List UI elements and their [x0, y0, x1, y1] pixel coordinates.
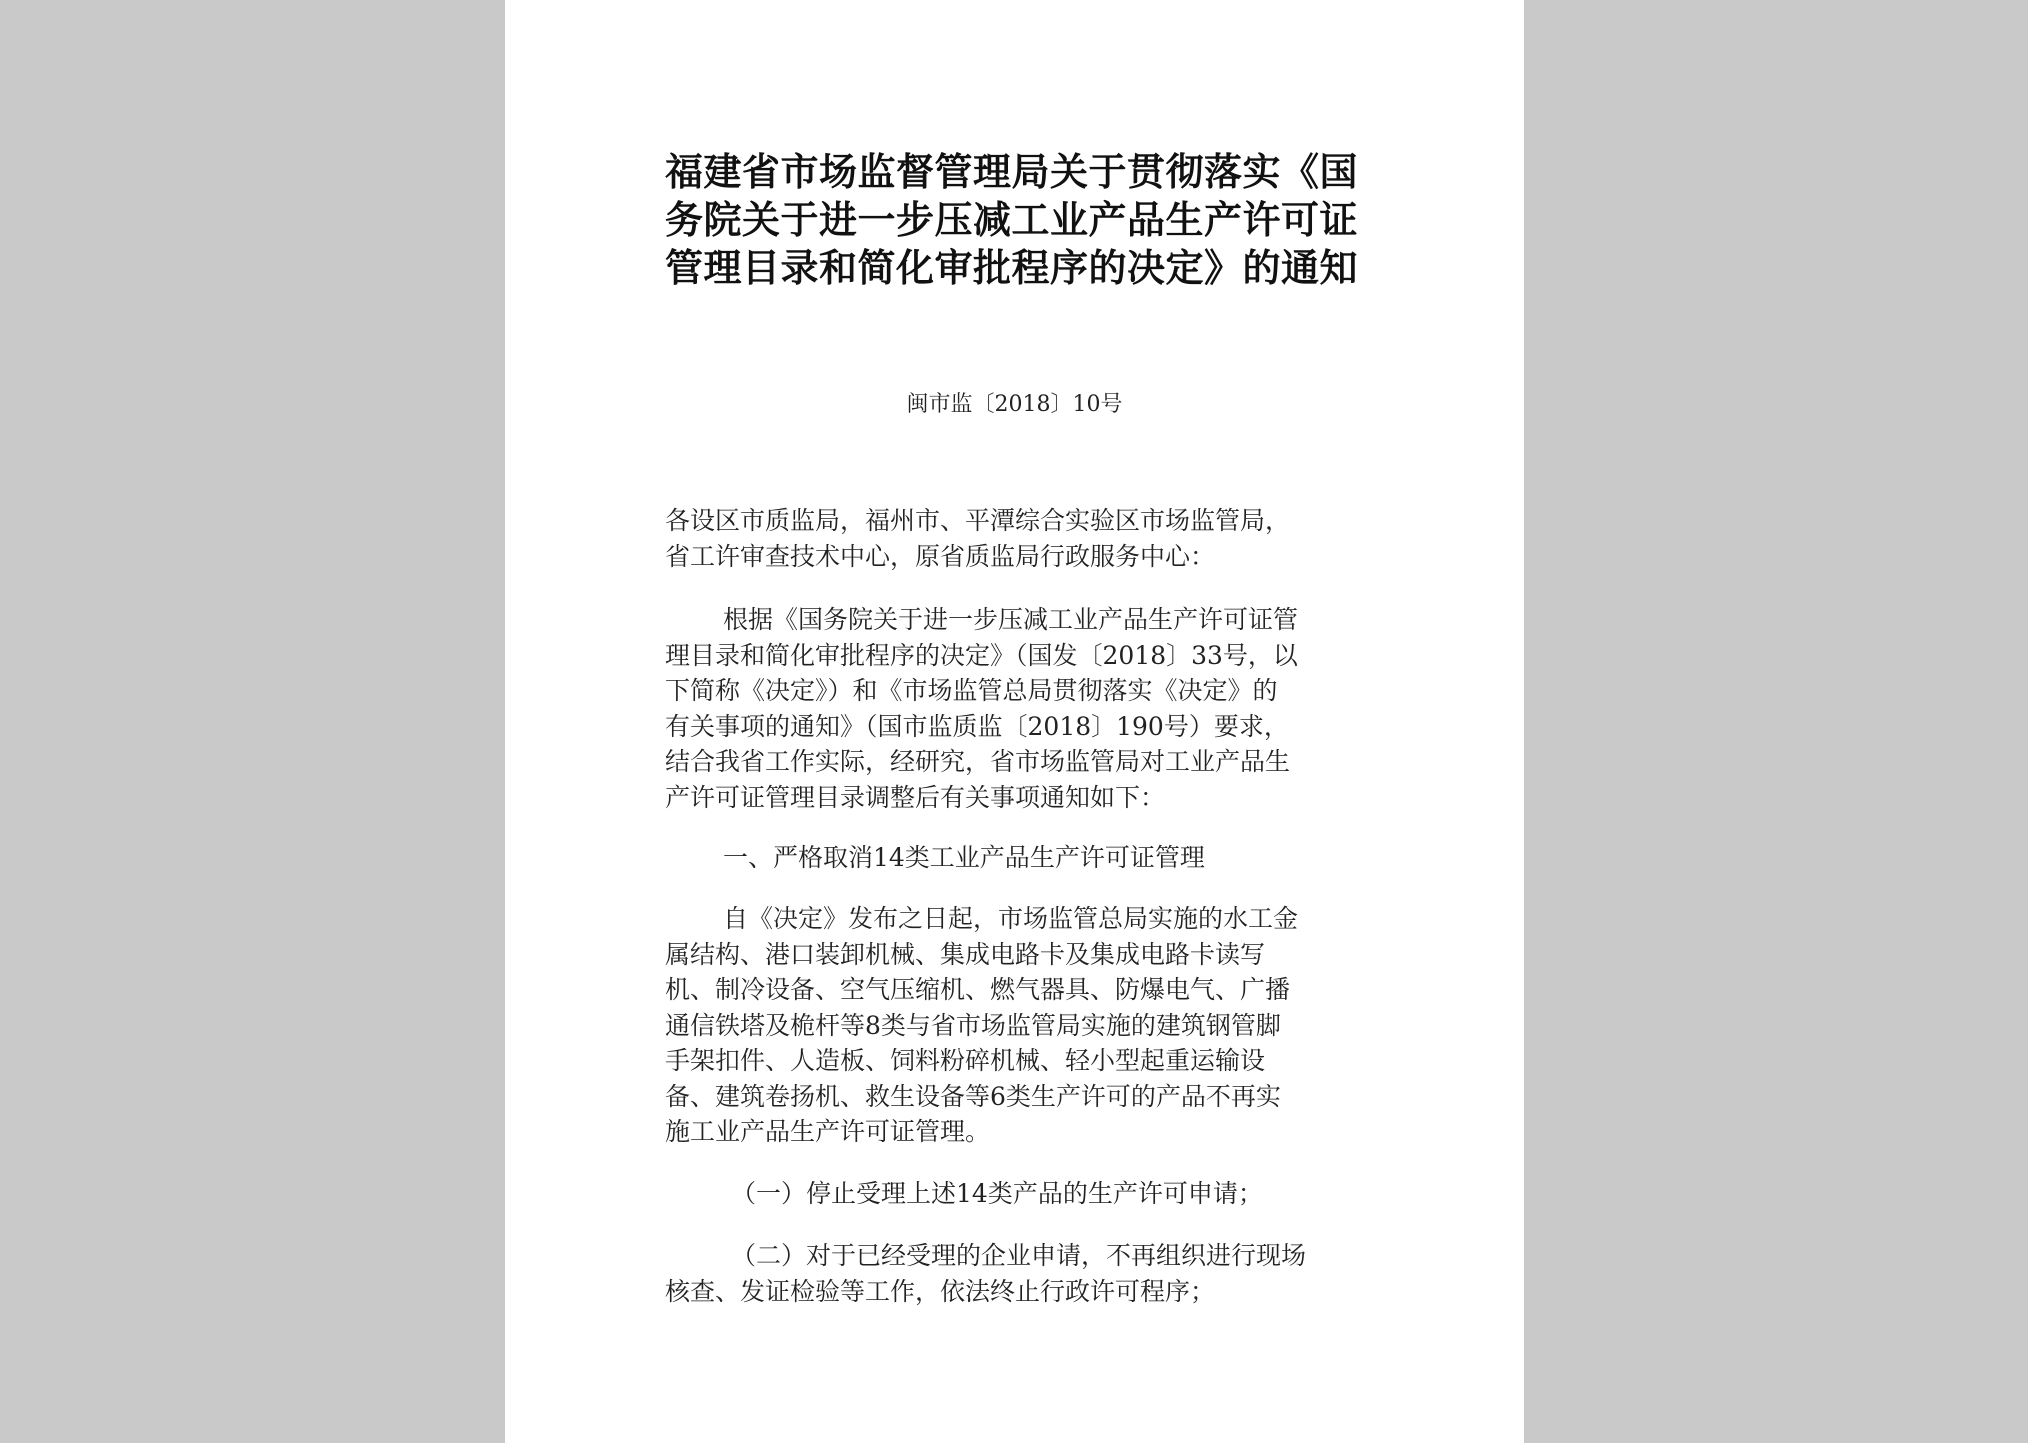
text-line: 自《决定》发布之日起，市场监管总局实施的水工金 [723, 904, 1299, 933]
text-line: 各设区市质监局，福州市、平潭综合实验区市场监管局， [665, 506, 1291, 535]
text-line: 理目录和简化审批程序的决定》（国发〔2018〕33号，以 [665, 640, 1298, 670]
document-number: 闽市监〔2018〕10号 [906, 392, 1123, 417]
text-line: 属结构、港口装卸机械、集成电路卡及集成电路卡读写 [665, 939, 1266, 969]
title-line: 管理目录和简化审批程序的决定》的通知 [665, 246, 1359, 290]
title-line: 务院关于进一步压减工业产品生产许可证 [665, 198, 1359, 242]
document-title [665, 148, 1365, 292]
text-line: 一、严格取消14类工业产品生产许可证管理 [723, 843, 1205, 872]
addressee [665, 503, 1365, 574]
text-line: 结合我省工作实际，经研究，省市场监管局对工业产品生 [665, 747, 1291, 776]
item-1 [665, 1176, 1365, 1212]
item-2 [665, 1238, 1365, 1309]
text-line: 下简称《决定》）和《市场监管总局贯彻落实《决定》的 [665, 676, 1278, 705]
text-line: 核查、发证检验等工作，依法终止行政许可程序； [665, 1276, 1216, 1306]
text-line: 通信铁塔及桅杆等8类与省市场监管局实施的建筑钢管脚 [665, 1010, 1281, 1040]
section-1-paragraph [665, 901, 1365, 1150]
text-line: 有关事项的通知》（国市监质监〔2018〕190号）要求， [665, 711, 1289, 741]
text-line: 根据《国务院关于进一步压减工业产品生产许可证管 [723, 605, 1299, 634]
intro-paragraph [665, 602, 1365, 815]
text-line: 手架扣件、人造板、饲料粉碎机械、轻小型起重运输设 [665, 1046, 1266, 1075]
title-line: 福建省市场监督管理局关于贯彻落实《国 [665, 150, 1359, 194]
text-line: 省工许审查技术中心，原省质监局行政服务中心： [665, 541, 1216, 571]
text-line: （二）对于已经受理的企业申请，不再组织进行现场 [731, 1241, 1307, 1270]
text-line: 机、制冷设备、空气压缩机、燃气器具、防爆电气、广播 [665, 975, 1291, 1004]
text-line: 施工业产品生产许可证管理。 [665, 1117, 991, 1146]
document-page [505, 0, 1524, 1443]
text-line: 产许可证管理目录调整后有关事项通知如下： [665, 782, 1166, 812]
section-1-heading [665, 840, 1365, 876]
text-line: （一）停止受理上述14类产品的生产许可申请； [731, 1179, 1263, 1208]
text-line: 备、建筑卷扬机、救生设备等6类生产许可的产品不再实 [665, 1081, 1281, 1111]
